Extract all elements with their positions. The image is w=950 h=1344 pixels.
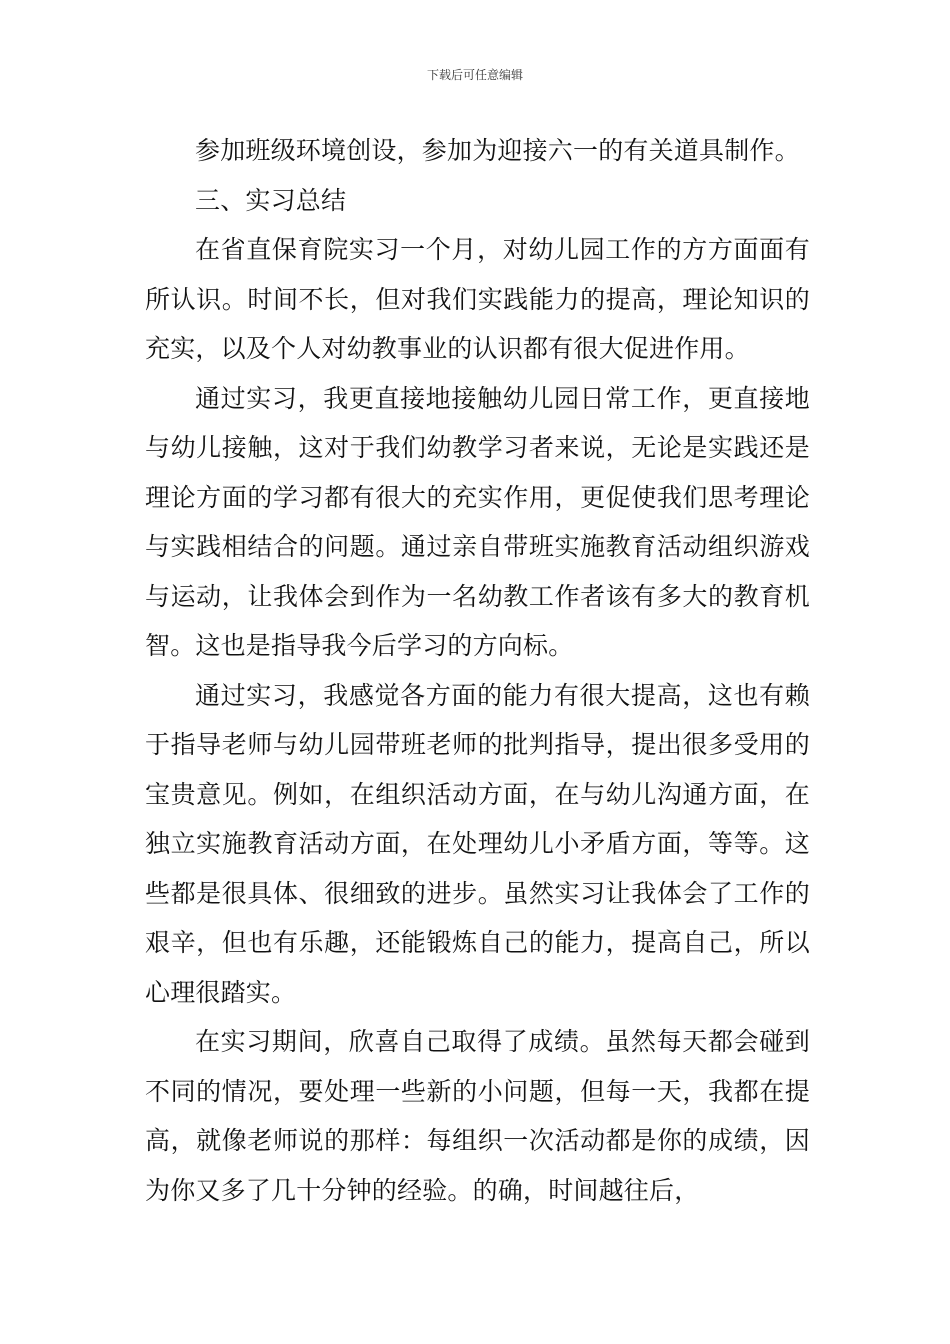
- paragraph-overview: 在省直保育院实习一个月，对幼儿园工作的方方面面有所认识。时间不长，但对我们实践能力的提高，理论知识的充实，以及个人对幼教事业的认识都有很大促进作用。: [145, 235, 810, 363]
- paragraph-ability-improvement: 通过实习，我感觉各方面的能力有很大提高，这也有赖于指导老师与幼儿园带班老师的批判指导，提出很多受用的宝贵意见。例如，在组织活动方面，在与幼儿沟通方面，在独立实施教育活动方面，在处理幼儿小矛盾方面，等等。这些都是很具体、很细致的进步。虽然实习让我体会了工作的艰辛，但也有乐趣，还能锻炼自己的能力，提高自己，所以心理很踏实。: [145, 680, 810, 1007]
- page-header-note: 下载后可任意编辑: [426, 68, 523, 82]
- paragraph-achievements: 在实习期间，欣喜自己取得了成绩。虽然每天都会碰到不同的情况，要处理一些新的小问题，但每一天，我都在提高，就像老师说的那样：每组织一次活动都是你的成绩，因为你又多了几十分钟的经验。的确，时间越往后，: [145, 1027, 810, 1205]
- paragraph-direct-contact: 通过实习，我更直接地接触幼儿园日常工作，更直接地与幼儿接触，这对于我们幼教学习者来说，无论是实践还是理论方面的学习都有很大的充实作用，更促使我们思考理论与实践相结合的问题。通过亲自带班实施教育活动组织游戏与运动，让我体会到作为一名幼教工作者该有多大的教育机智。这也是指导我今后学习的方向标。: [145, 383, 810, 660]
- document-body: [145, 126, 810, 1215]
- section-heading-summary: 三、实习总结: [195, 185, 347, 215]
- paragraph-environment: 参加班级环境创设，参加为迎接六一的有关道具制作。: [195, 136, 800, 165]
